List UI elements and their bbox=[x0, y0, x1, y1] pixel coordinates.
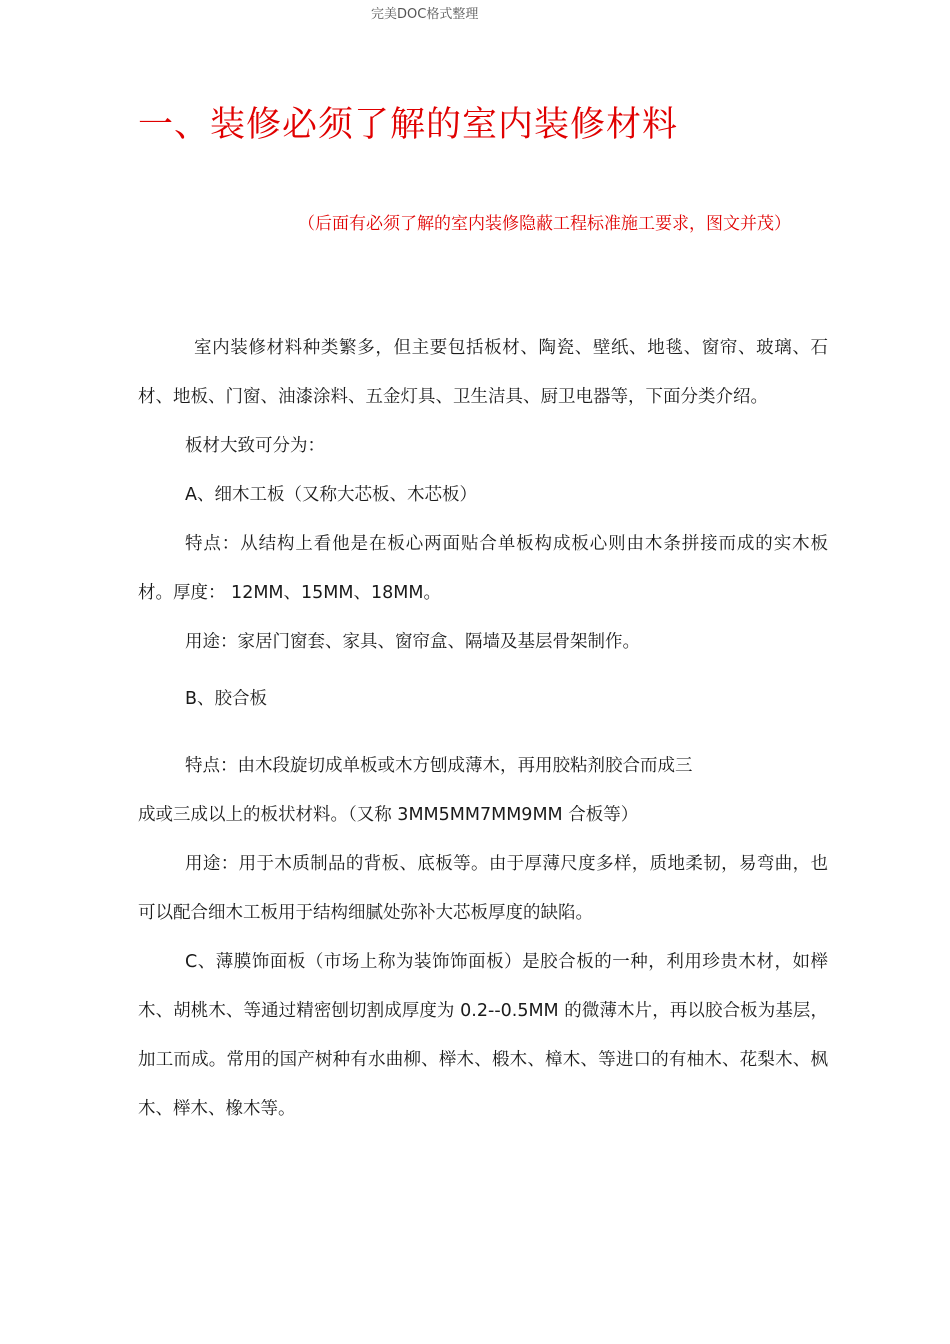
paragraph-b-usage: 用途：用于木质制品的背板、底板等。由于厚薄尺度多样，质地柔韧，易弯曲，也可以配合细木工板用于结构细腻处弥补大芯板厚度的缺陷。 bbox=[138, 854, 828, 923]
page-title: 一、装修必须了解的室内装修材料 bbox=[138, 105, 679, 145]
document-body bbox=[138, 324, 828, 1134]
header-note: 完美DOC格式整理 bbox=[371, 7, 479, 22]
section-heading-b: B、胶合板 bbox=[185, 689, 268, 709]
subtitle: （后面有必须了解的室内装修隐蔽工程标准施工要求，图文并茂） bbox=[298, 214, 791, 234]
paragraph-a-usage: 用途：家居门窗套、家具、窗帘盒、隔墙及基层骨架制作。 bbox=[185, 632, 640, 652]
paragraph-intro: 室内装修材料种类繁多，但主要包括板材、陶瓷、壁纸、地毯、窗帘、玻璃、石材、地板、门窗、油漆涂料、五金灯具、卫生洁具、厨卫电器等，下面分类介绍。 bbox=[138, 338, 828, 407]
paragraph-b-features-continued: 成或三成以上的板状材料。（又称 3MM5MM7MM9MM 合板等） bbox=[138, 805, 639, 825]
paragraph-c: C、薄膜饰面板（市场上称为装饰饰面板）是胶合板的一种，利用珍贵木材，如榉木、胡桃木、等通过精密刨切割成厚度为 0.2--0.5MM 的微薄木片，再以胶合板为基层，加工而成。常用的国产树种有水曲柳、榉木、椴木、樟木、等进口的有柚木、花梨木、枫木、榉木、橡木等。 bbox=[138, 952, 828, 1119]
paragraph-a-features: 特点：从结构上看他是在板心两面贴合单板构成板心则由木条拼接而成的实木板材。厚度： 12MM、15MM、18MM。 bbox=[138, 534, 828, 603]
section-heading-a: A、细木工板（又称大芯板、木芯板） bbox=[185, 485, 477, 505]
paragraph-board-types: 板材大致可分为： bbox=[185, 436, 325, 456]
paragraph-b-features: 特点：由木段旋切成单板或木方刨成薄木，再用胶粘剂胶合而成三 bbox=[185, 756, 693, 776]
